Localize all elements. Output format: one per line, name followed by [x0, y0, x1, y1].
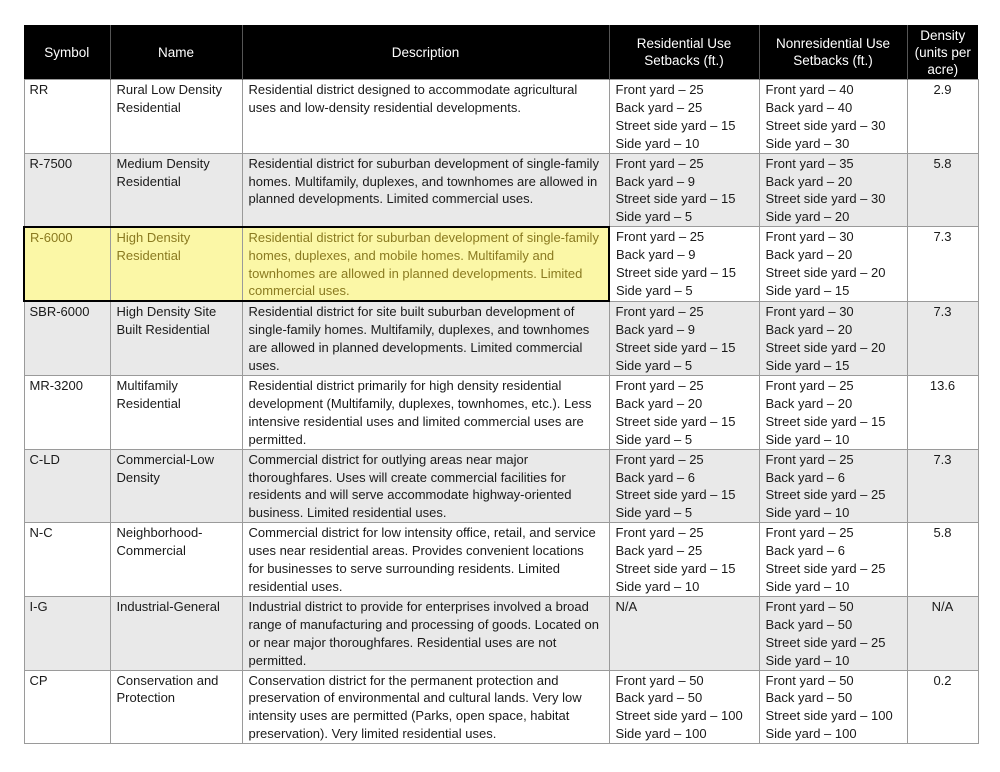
setback-line: Front yard – 25 [616, 229, 705, 245]
setback-line: Back yard – 6 [765, 543, 845, 559]
setback-line: Street side yard – 100 [615, 708, 743, 724]
cell-description: Residential district for suburban development of single-family homes. Multifamily, duplexes, and townhomes are allowed in planned developments. Limited commercial uses. [242, 153, 609, 227]
setback-line: Side yard – 5 [615, 505, 693, 521]
cell-symbol: SBR-6000 [24, 301, 110, 375]
setback-line: Street side yard – 100 [765, 708, 893, 724]
setback-line: Street side yard – 15 [615, 117, 736, 133]
setback-line: Back yard – 25 [615, 543, 703, 559]
setback-line: Front yard – 30 [765, 303, 854, 319]
cell-description: Industrial district to provide for enterprises involved a broad range of manufacturing and processing of goods. Located on or near major thoroughfares. Residential uses are not permitted. [242, 596, 609, 670]
table-row-highlighted [24, 227, 978, 302]
cell-description: Conservation district for the permanent protection and preservation of environmental and cultural lands. Very low intensity uses are permitted (Parks, open space, habitat preservation). Very limited residential uses. [242, 670, 609, 744]
setback-line: Back yard – 50 [765, 690, 853, 706]
zoning-table-container [23, 25, 977, 744]
setback-line: Back yard – 20 [615, 395, 703, 411]
table-row [24, 376, 978, 450]
cell-nonresidential-setbacks [759, 596, 907, 670]
table-row [24, 670, 978, 744]
cell-symbol: RR [24, 80, 110, 154]
cell-density: 0.2 [907, 670, 978, 744]
cell-residential-setbacks [609, 153, 759, 227]
cell-nonresidential-setbacks [759, 376, 907, 450]
cell-residential-setbacks [609, 227, 759, 302]
header-symbol: Symbol [24, 25, 110, 80]
cell-residential-setbacks [609, 523, 759, 597]
setback-line: Back yard – 20 [765, 321, 853, 337]
setback-line: Side yard – 10 [615, 578, 700, 594]
setback-line: Street side yard – 25 [765, 561, 886, 577]
cell-density: 7.3 [907, 449, 978, 523]
setback-line: Street side yard – 25 [765, 487, 886, 503]
setback-line: Side yard – 10 [765, 431, 850, 447]
cell-symbol: R-7500 [24, 153, 110, 227]
setback-line: Back yard – 20 [765, 173, 853, 189]
cell-density: 7.3 [907, 301, 978, 375]
cell-nonresidential-setbacks [759, 301, 907, 375]
cell-description: Residential district for suburban development of single-family homes, duplexes, and mobile homes. Multifamily and townhomes are allowed in planned developments. Limited commercial uses. [242, 227, 609, 302]
cell-residential-setbacks [609, 301, 759, 375]
setback-line: Street side yard – 30 [765, 117, 886, 133]
setback-line: Side yard – 15 [765, 282, 850, 298]
setback-line: Street side yard – 25 [765, 634, 886, 650]
setback-line: Side yard – 10 [765, 578, 850, 594]
cell-nonresidential-setbacks [759, 449, 907, 523]
setback-line: Front yard – 25 [615, 82, 704, 97]
setback-line: Side yard – 5 [616, 282, 693, 298]
header-residential-setbacks: Residential Use Setbacks (ft.) [609, 25, 759, 80]
header-description: Description [242, 25, 609, 80]
setback-line: Front yard – 25 [615, 451, 704, 467]
cell-description: Commercial district for outlying areas near major thoroughfares. Uses will create commercial facilities for residents and will serve accommodate highway-oriented business. Limited residential uses. [242, 449, 609, 523]
setback-line: Street side yard – 15 [615, 191, 736, 207]
cell-density: 5.8 [907, 153, 978, 227]
setback-line: Back yard – 20 [765, 395, 853, 411]
setback-line: Back yard – 6 [615, 469, 695, 485]
setback-line: Front yard – 30 [765, 229, 854, 245]
cell-name: Commercial-Low Density [110, 449, 242, 523]
table-row [24, 301, 978, 375]
setback-line: Front yard – 25 [765, 525, 854, 541]
header-nonresidential-setbacks: Nonresidential Use Setbacks (ft.) [759, 25, 907, 80]
setback-line: Side yard – 10 [765, 652, 850, 668]
setback-line: Street side yard – 15 [615, 413, 736, 429]
setback-line: Front yard – 25 [615, 303, 704, 319]
setback-line: Side yard – 30 [765, 135, 850, 151]
cell-density: 5.8 [907, 523, 978, 597]
setback-line: Side yard – 10 [615, 135, 700, 151]
setback-line: Street side yard – 30 [765, 191, 886, 207]
setback-line: Street side yard – 15 [616, 265, 736, 281]
setback-line: Front yard – 25 [615, 378, 704, 393]
setback-line: Front yard – 25 [765, 451, 854, 467]
cell-density: 2.9 [907, 80, 978, 154]
cell-symbol: I-G [24, 596, 110, 670]
header-density: Density (units per acre) [907, 25, 978, 80]
setback-line: Side yard – 20 [765, 209, 850, 225]
cell-residential-setbacks [609, 670, 759, 744]
setback-line: Back yard – 9 [615, 321, 695, 337]
setback-line: Street side yard – 15 [765, 413, 886, 429]
setback-line: Street side yard – 20 [765, 265, 886, 281]
setback-line: Side yard – 5 [615, 209, 693, 225]
setback-line: Street side yard – 15 [615, 561, 736, 577]
zoning-districts-table [23, 25, 979, 744]
cell-description: Residential district primarily for high density residential development (Multifamily, duplexes, townhomes, etc.). Less intensive residential uses and limited commercial uses are permitted. [242, 376, 609, 450]
cell-nonresidential-setbacks [759, 523, 907, 597]
cell-description: Commercial district for low intensity office, retail, and service uses near residential areas. Provides convenient locations for businesses to serve surrounding residents. Limited residential uses. [242, 523, 609, 597]
setback-line: Front yard – 50 [765, 672, 854, 688]
cell-symbol: C-LD [24, 449, 110, 523]
setback-line: Front yard – 25 [765, 378, 854, 393]
table-body [24, 80, 978, 744]
table-row [24, 449, 978, 523]
setback-line: Side yard – 100 [765, 726, 857, 742]
table-header-row [24, 25, 978, 80]
setback-line: Back yard – 25 [615, 99, 703, 115]
setback-line: Side yard – 5 [615, 431, 693, 447]
cell-residential-setbacks [609, 376, 759, 450]
cell-name: Neighborhood-Commercial [110, 523, 242, 597]
cell-symbol: N-C [24, 523, 110, 597]
table-row [24, 153, 978, 227]
header-name: Name [110, 25, 242, 80]
cell-nonresidential-setbacks [759, 153, 907, 227]
cell-description: Residential district for site built suburban development of single-family homes. Multifamily, duplexes, and townhomes are allowed in planned developments. Limited commercial uses. [242, 301, 609, 375]
cell-nonresidential-setbacks [759, 670, 907, 744]
cell-name: High Density Residential [110, 227, 242, 302]
cell-density: N/A [907, 596, 978, 670]
cell-symbol: MR-3200 [24, 376, 110, 450]
cell-residential-setbacks [609, 449, 759, 523]
setback-line: Front yard – 50 [615, 672, 704, 688]
cell-name: Medium Density Residential [110, 153, 242, 227]
setback-line: Front yard – 40 [765, 82, 854, 97]
cell-name: Multifamily Residential [110, 376, 242, 450]
setback-line: Street side yard – 15 [615, 339, 736, 355]
setback-line: Back yard – 9 [615, 173, 695, 189]
setback-line: Back yard – 40 [765, 99, 853, 115]
setback-line: Side yard – 15 [765, 357, 850, 373]
cell-description: Residential district designed to accommodate agricultural uses and low-density residential developments. [242, 80, 609, 154]
setback-line: N/A [615, 598, 638, 614]
table-row [24, 596, 978, 670]
cell-nonresidential-setbacks [759, 80, 907, 154]
cell-name: Industrial-General [110, 596, 242, 670]
setback-line: Back yard – 20 [765, 247, 853, 263]
cell-residential-setbacks [609, 596, 759, 670]
setback-line: Front yard – 35 [765, 155, 854, 171]
setback-line: Back yard – 50 [615, 690, 703, 706]
cell-name: Rural Low Density Residential [110, 80, 242, 154]
cell-density: 7.3 [907, 227, 978, 302]
setback-line: Back yard – 9 [616, 247, 696, 263]
setback-line: Street side yard – 15 [615, 487, 736, 503]
setback-line: Back yard – 50 [765, 616, 853, 632]
table-row [24, 523, 978, 597]
setback-line: Side yard – 10 [765, 505, 850, 521]
setback-line: Side yard – 5 [615, 357, 693, 373]
cell-residential-setbacks [609, 80, 759, 154]
cell-density: 13.6 [907, 376, 978, 450]
cell-symbol: R-6000 [24, 227, 110, 302]
cell-name: Conservation and Protection [110, 670, 242, 744]
setback-line: Front yard – 25 [615, 155, 704, 171]
setback-line: Side yard – 100 [615, 726, 707, 742]
cell-name: High Density Site Built Residential [110, 301, 242, 375]
setback-line: Front yard – 25 [615, 525, 704, 541]
cell-symbol: CP [24, 670, 110, 744]
setback-line: Front yard – 50 [765, 598, 854, 614]
setback-line: Back yard – 6 [765, 469, 845, 485]
table-row [24, 80, 978, 154]
cell-nonresidential-setbacks [759, 227, 907, 302]
setback-line: Street side yard – 20 [765, 339, 886, 355]
